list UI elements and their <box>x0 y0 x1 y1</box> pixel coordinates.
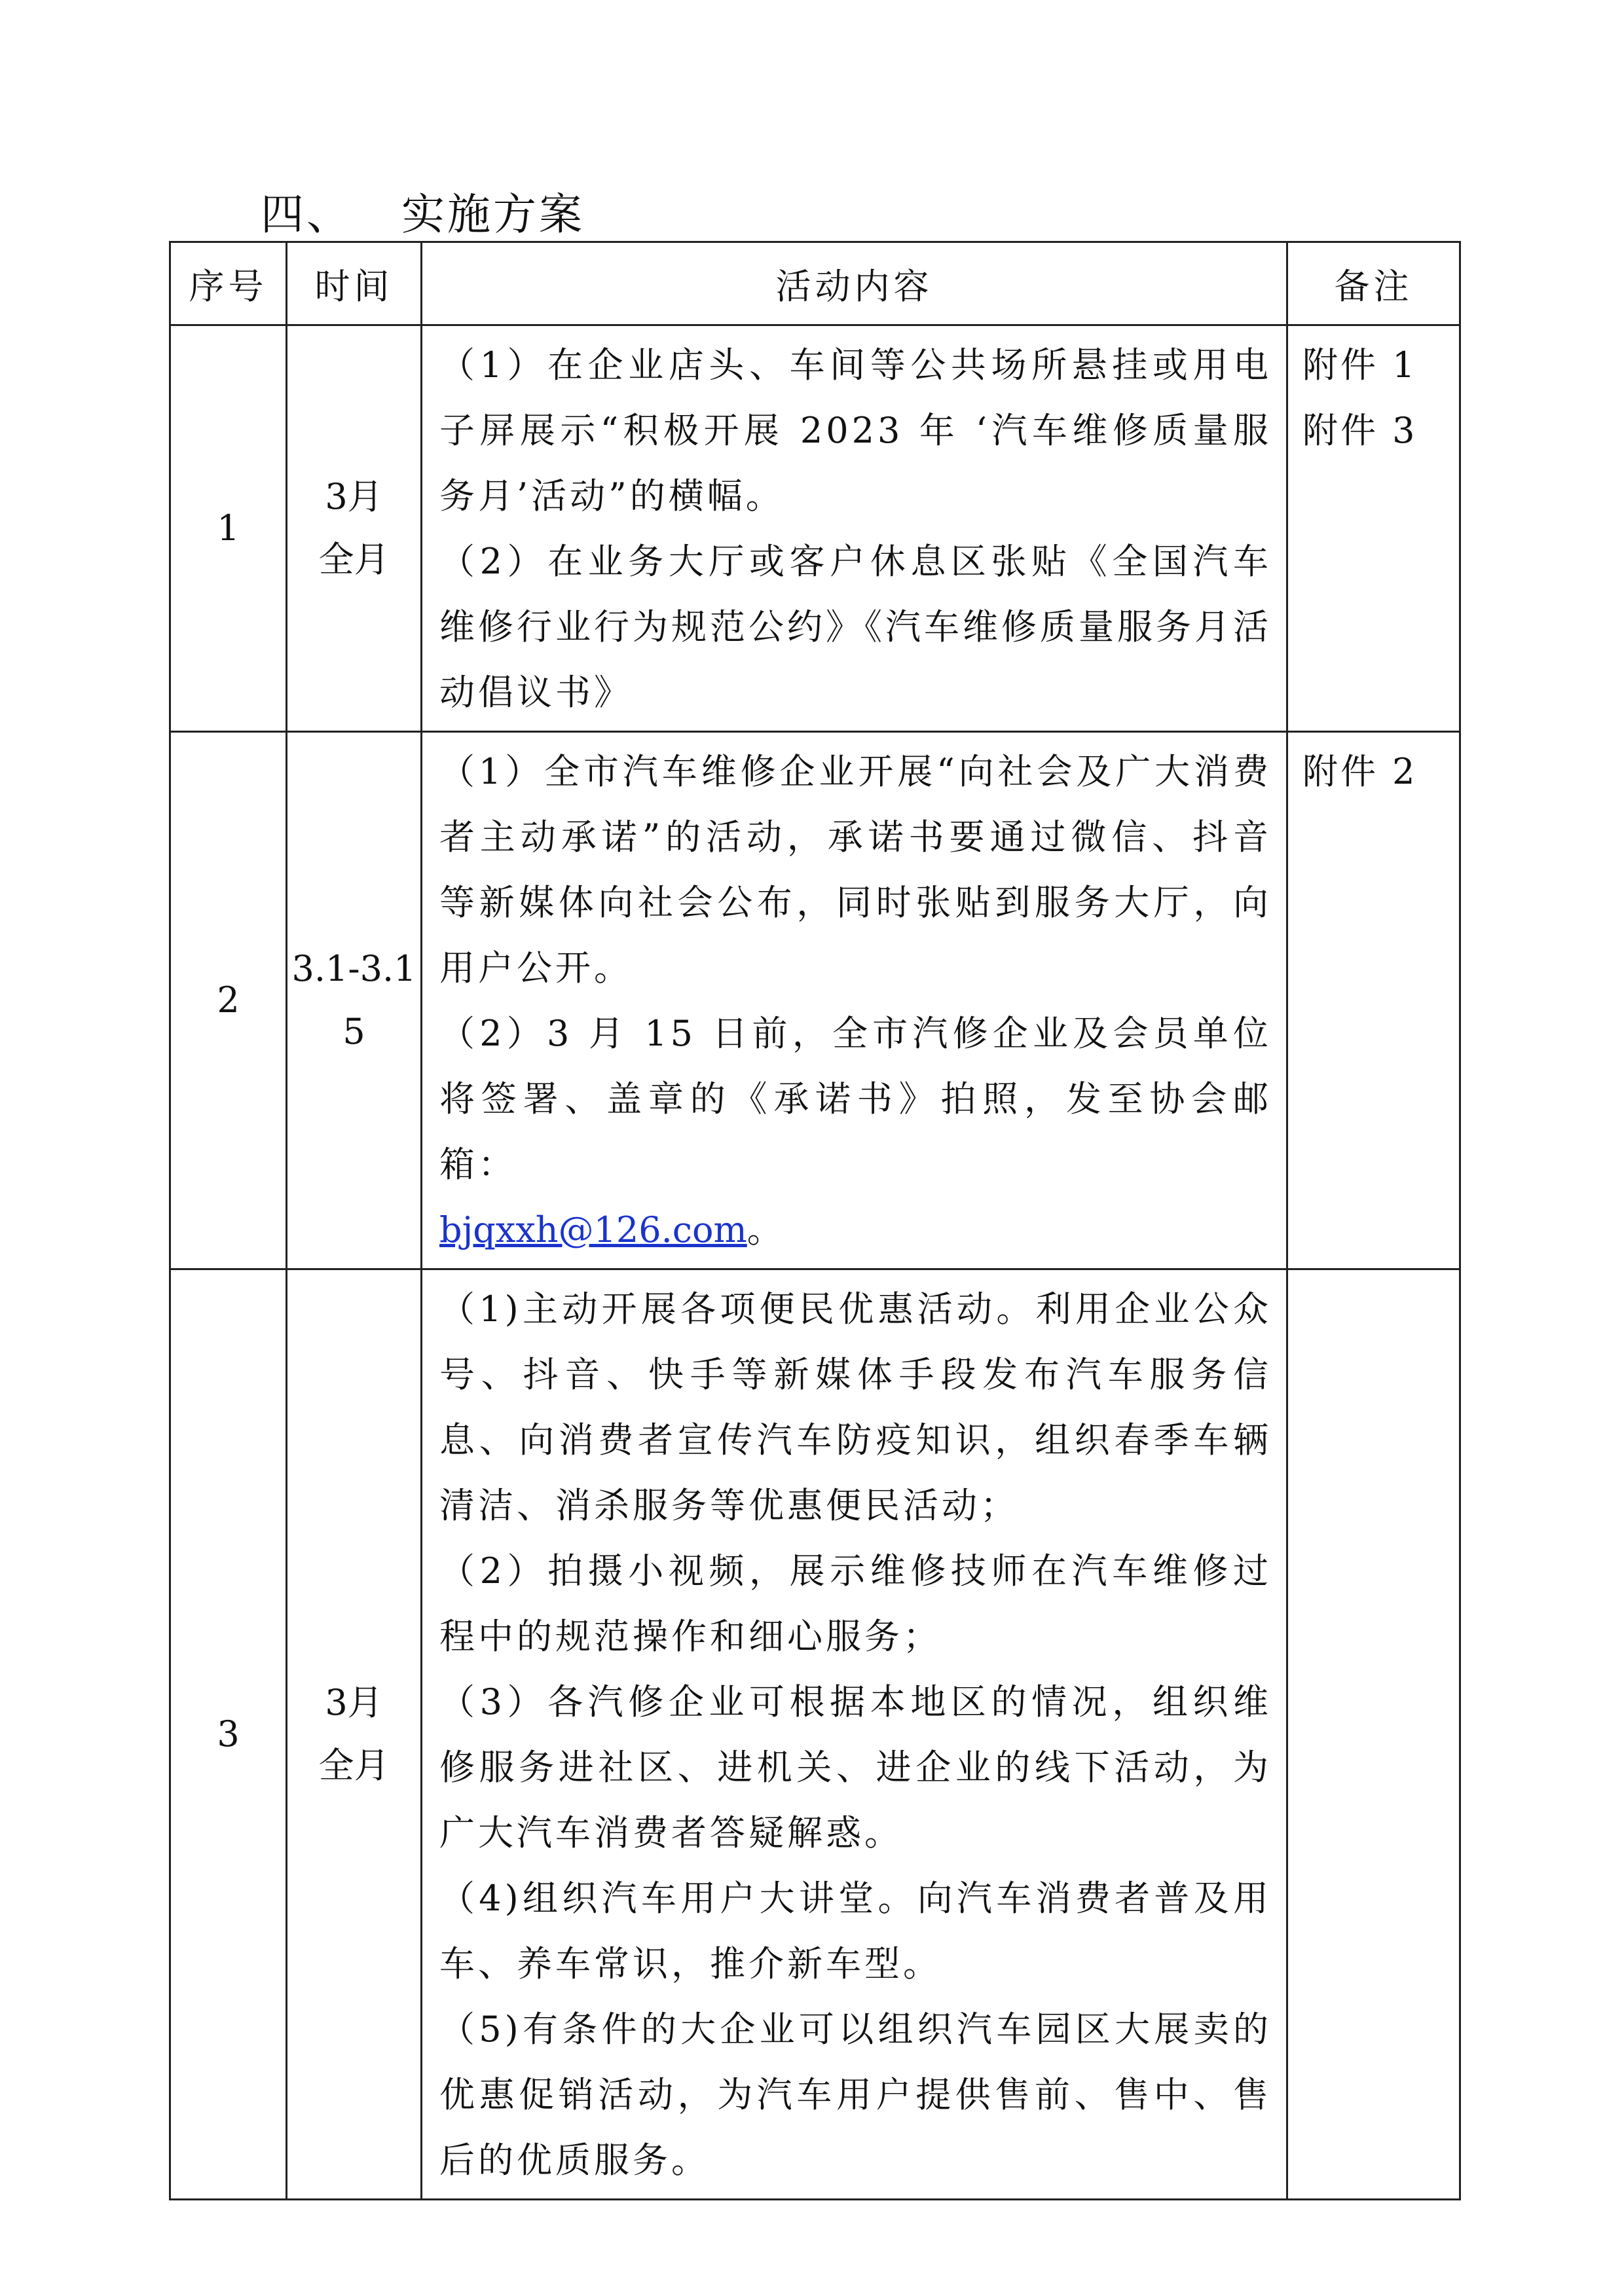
email-link[interactable]: bjqxxh@126.com <box>439 1209 747 1250</box>
content-item: （1）全市汽车维修企业开展“向社会及广大消费者主动承诺”的活动，承诺书要通过微信、抖音等新媒体向社会公布，同时张贴到服务大厅，向用户公开。 <box>439 751 1272 989</box>
content-item: （3）各汽修企业可根据本地区的情况，组织维修服务进社区、进机关、进企业的线下活动，为广大汽车消费者答疑解惑。 <box>439 1681 1272 1853</box>
table-row <box>170 325 1460 732</box>
implementation-plan-table <box>169 241 1461 2200</box>
row-number: 2 <box>170 732 287 1269</box>
content-item: （1)主动开展各项便民优惠活动。利用企业公众号、抖音、快手等新媒体手段发布汽车服务信息、向消费者宣传汽车防疫知识，组织春季车辆清洁、消杀服务等优惠便民活动； <box>439 1288 1272 1526</box>
time-line: 全月 <box>318 1745 390 1786</box>
email-suffix: 。 <box>747 1209 786 1250</box>
time-line: 5 <box>342 1011 365 1052</box>
row-time <box>287 325 422 732</box>
header-time: 时间 <box>287 242 422 325</box>
section-number: 四、 <box>261 189 352 240</box>
row-content <box>422 732 1287 1269</box>
attachment-note: 附件 1 <box>1302 344 1418 386</box>
table-header-row <box>170 242 1460 325</box>
content-item: （5)有条件的大企业可以组织汽车园区大展卖的优惠促销活动，为汽车用户提供售前、售中、售后的优质服务。 <box>439 2009 1272 2181</box>
section-heading <box>261 182 585 247</box>
table-row <box>170 1269 1460 2200</box>
content-item: （2）在业务大厅或客户休息区张贴《全国汽车维修行业行为规范公约》《汽车维修质量服务月活动倡议书》 <box>439 541 1272 713</box>
content-item: （4)组织汽车用户大讲堂。向汽车消费者普及用车、养车常识，推介新车型。 <box>439 1878 1272 1984</box>
row-content <box>422 325 1287 732</box>
header-num: 序号 <box>170 242 287 325</box>
content-item: （2）拍摄小视频，展示维修技师在汽车维修过程中的规范操作和细心服务； <box>439 1550 1272 1657</box>
row-note <box>1287 1269 1460 2200</box>
row-content <box>422 1269 1287 2200</box>
row-number: 1 <box>170 325 287 732</box>
content-item: （1）在企业店头、车间等公共场所悬挂或用电子屏展示“积极开展 2023 年 ‘汽车维修质量服务月’活动”的横幅。 <box>439 344 1272 517</box>
attachment-note: 附件 3 <box>1302 410 1418 451</box>
time-line: 3月 <box>325 476 383 517</box>
row-number: 3 <box>170 1269 287 2200</box>
row-note <box>1287 732 1460 1269</box>
table-row <box>170 732 1460 1269</box>
time-line: 全月 <box>318 539 390 580</box>
email-line <box>439 1197 1272 1263</box>
row-time <box>287 732 422 1269</box>
content-item: （2）3 月 15 日前，全市汽修企业及会员单位将签署、盖章的《承诺书》拍照，发至协会邮箱： <box>439 1013 1272 1185</box>
time-line: 3月 <box>325 1682 383 1723</box>
time-line: 3.1-3.1 <box>291 948 416 989</box>
row-note <box>1287 325 1460 732</box>
header-content: 活动内容 <box>422 242 1287 325</box>
row-time <box>287 1269 422 2200</box>
section-title: 实施方案 <box>401 189 585 240</box>
attachment-note: 附件 2 <box>1302 751 1418 792</box>
header-note: 备注 <box>1287 242 1460 325</box>
